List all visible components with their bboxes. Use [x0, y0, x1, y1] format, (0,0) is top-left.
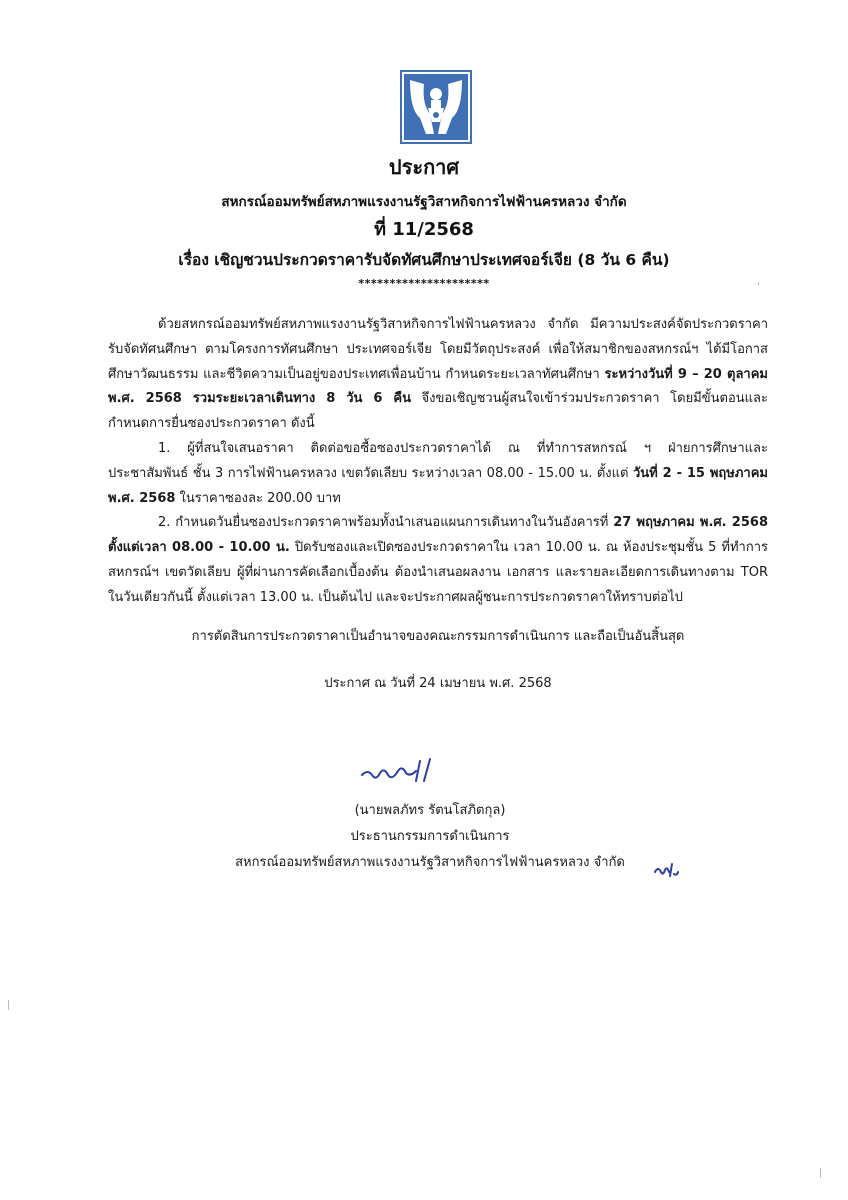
signatory-organization: สหกรณ์ออมทรัพย์สหภาพแรงงานรัฐวิสาหกิจการไฟฟ้านครหลวง จำกัด: [235, 855, 625, 870]
scan-speck: [8, 1000, 9, 1010]
scan-speck: [758, 282, 759, 285]
separator-stars: *********************: [358, 277, 490, 290]
intro-bold-dates: ระหว่างวันที่ 9 – 20 ตุลาคม พ.ศ. 2568 รวมระยะเวลาเดินทาง 8 วัน 6 คืน: [108, 366, 768, 407]
signature-scribble-icon: [358, 753, 458, 789]
cooperative-logo: [400, 70, 472, 144]
scan-speck: [820, 1168, 821, 1178]
intro-text-1: ด้วยสหกรณ์ออมทรัพย์สหภาพแรงงานรัฐวิสาหกิจการไฟฟ้านครหลวง จำกัด มีความประสงค์จัดประกวดราคารับจัดทัศนศึกษา ตามโครงการทัศนศึกษา ประเทศจอร์เจีย โดยมีวัตถุประสงค์ เพื่อให้สมาชิกของสหกรณ์ฯ ได้มีโอกาสศึกษาวัฒนธรรม และชีวิตความเป็นอยู่ของประเทศเพื่อนบ้าน กำหนดระยะเวลาทัศนศึกษา: [108, 317, 768, 382]
intro-paragraph: [108, 313, 768, 437]
announcement-body: [108, 313, 768, 697]
item-2-paragraph: [108, 511, 768, 610]
item-2-text-1: 2. กำหนดวันยื่นซองประกวดราคาพร้อมทั้งนำเสนอแผนการเดินทางในวันอังคารที่: [158, 515, 614, 531]
initials-mark: [652, 858, 680, 880]
announcement-date: ประกาศ ณ วันที่ 24 เมษายน พ.ศ. 2568: [324, 676, 552, 692]
decision-statement: การตัดสินการประกวดราคาเป็นอำนาจของคณะกรรมการดำเนินการ และถือเป็นอันสิ้นสุด: [191, 628, 685, 644]
handwritten-initials-icon: [652, 858, 680, 880]
item-1-paragraph: [108, 437, 768, 511]
item-1-text-2: ในราคาซองละ 200.00 บาท: [175, 490, 341, 506]
item-1-bold-dates: วันที่ 2 - 15 พฤษภาคม พ.ศ. 2568: [108, 465, 768, 506]
organization-name: สหกรณ์ออมทรัพย์สหภาพแรงงานรัฐวิสาหกิจการไฟฟ้านครหลวง จำกัด: [221, 194, 627, 210]
item-2-bold-dates: 27 พฤษภาคม พ.ศ. 2568 ตั้งแต่เวลา 08.00 - 10.00 น.: [108, 515, 768, 556]
announcement-number: ที่ 11/2568: [374, 219, 474, 240]
intro-text-2: จึงขอเชิญชวนผู้สนใจเข้าร่วมประกวดราคา โดยมีขั้นตอนและกำหนดการยื่นซองประกวดราคา ดังนี้: [108, 391, 768, 432]
item-2-text-2: ปิดรับซองและเปิดซองประกวดราคาใน เวลา 10.00 น. ณ ห้องประชุมชั้น 5 ที่ทำการสหกรณ์ฯ เขตวัดเลียบ ผู้ที่ผ่านการคัดเลือกเบื้องต้น ต้องนำเสนอผลงาน เอกสาร และรายละเอียดการเดินทางตาม TOR ในวันเดียวกันนี้ ตั้งแต่เวลา 13.00 น. เป็นต้นไป และจะประกาศผลผู้ชนะการประกวดราคาให้ทราบต่อไป: [108, 540, 769, 605]
signature: [358, 753, 458, 789]
announcement-subject: เรื่อง เชิญชวนประกวดราคารับจัดทัศนศึกษาประเทศจอร์เจีย (8 วัน 6 คืน): [178, 251, 670, 269]
signatory-position: ประธานกรรมการดำเนินการ: [350, 829, 510, 844]
announcement-title: ประกาศ: [388, 155, 460, 179]
item-1-text-1: 1. ผู้ที่สนใจเสนอราคา ติดต่อขอซื้อซองประกวดราคาได้ ณ ที่ทำการสหกรณ์ ฯ ฝ่ายการศึกษาและประชาสัมพันธ์ ชั้น 3 การไฟฟ้านครหลวง เขตวัดเลียบ ระหว่างเวลา 08.00 - 15.00 น. ตั้งแต่: [108, 440, 768, 481]
cooperative-emblem-icon: [400, 70, 472, 144]
signatory-name: (นายพลภัทร รัตนโสภิตกุล): [354, 803, 506, 818]
